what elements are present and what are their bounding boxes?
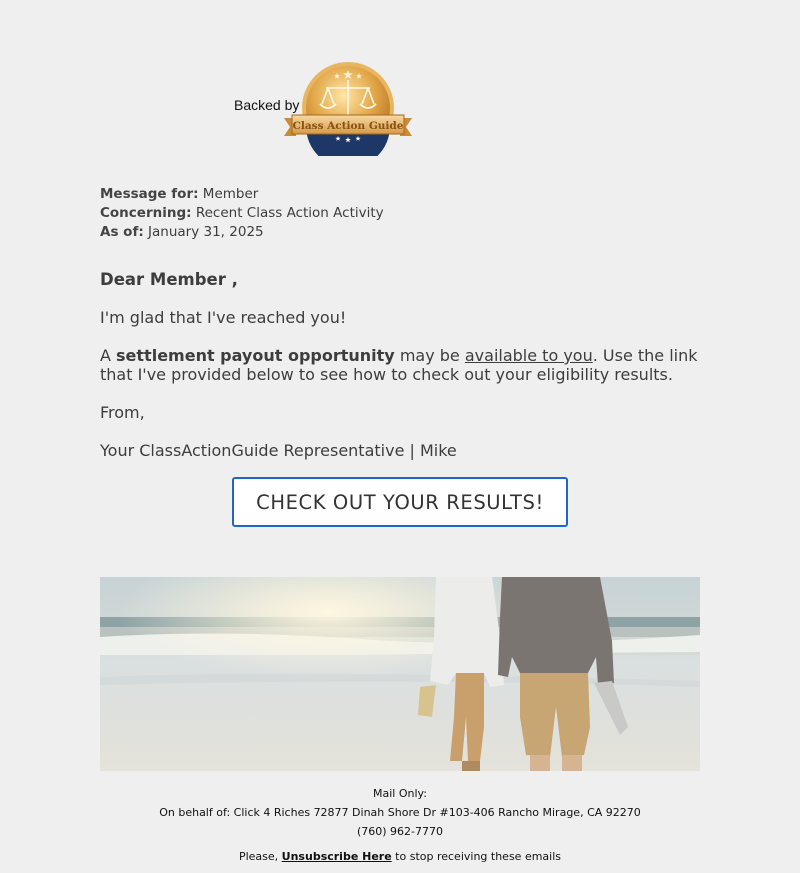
intro-line: I'm glad that I've reached you! — [100, 308, 347, 327]
meta-as-of — [100, 223, 700, 242]
unsubscribe-link[interactable]: Unsubscribe Here — [281, 850, 392, 863]
signature: Your ClassActionGuide Representative | Mike — [100, 441, 457, 460]
p2-prefix: A — [100, 346, 117, 365]
check-results-button[interactable]: CHECK OUT YOUR RESULTS! — [232, 477, 568, 527]
greeting: Dear Member , — [100, 270, 238, 289]
letter-body — [100, 270, 700, 479]
settlement-highlight: settlement payout opportunity — [116, 346, 395, 365]
footer-unsubscribe-line — [0, 847, 800, 866]
footer — [0, 784, 800, 866]
meta-concerning — [100, 204, 700, 223]
meta-concerning-value: Recent Class Action Activity — [195, 205, 384, 221]
unsub-prefix: Please, — [238, 850, 282, 863]
seal-brand-text: Class Action Guide — [292, 120, 404, 132]
brand-logo — [232, 60, 422, 160]
footer-mail-only: Mail Only: — [373, 787, 427, 800]
p2-middle: may be — [394, 346, 465, 365]
available-to-you-text: available to you — [464, 346, 593, 365]
from-line: From, — [100, 403, 145, 422]
backed-by-text: Backed by — [234, 97, 300, 113]
meta-message-for — [100, 185, 700, 204]
meta-message-for-label: Message for: — [100, 186, 199, 202]
settlement-paragraph — [100, 346, 700, 384]
meta-concerning-label: Concerning: — [100, 205, 192, 221]
meta-message-for-value: Member — [202, 186, 259, 202]
meta-as-of-label: As of: — [100, 224, 144, 240]
message-meta — [100, 185, 700, 242]
unsub-suffix: to stop receiving these emails — [391, 850, 562, 863]
footer-phone: (760) 962-7770 — [356, 825, 444, 838]
p2-suffix: . Use the link that I've provided below to see how to check out your eligibility results. — [100, 346, 698, 384]
meta-as-of-value: January 31, 2025 — [148, 224, 264, 240]
footer-on-behalf: On behalf of: Click 4 Riches 72877 Dinah Shore Dr #103-406 Rancho Mirage, CA 92270 — [159, 806, 641, 819]
scales-of-justice-seal-icon — [282, 60, 416, 156]
couple-beach-photo — [100, 577, 700, 771]
